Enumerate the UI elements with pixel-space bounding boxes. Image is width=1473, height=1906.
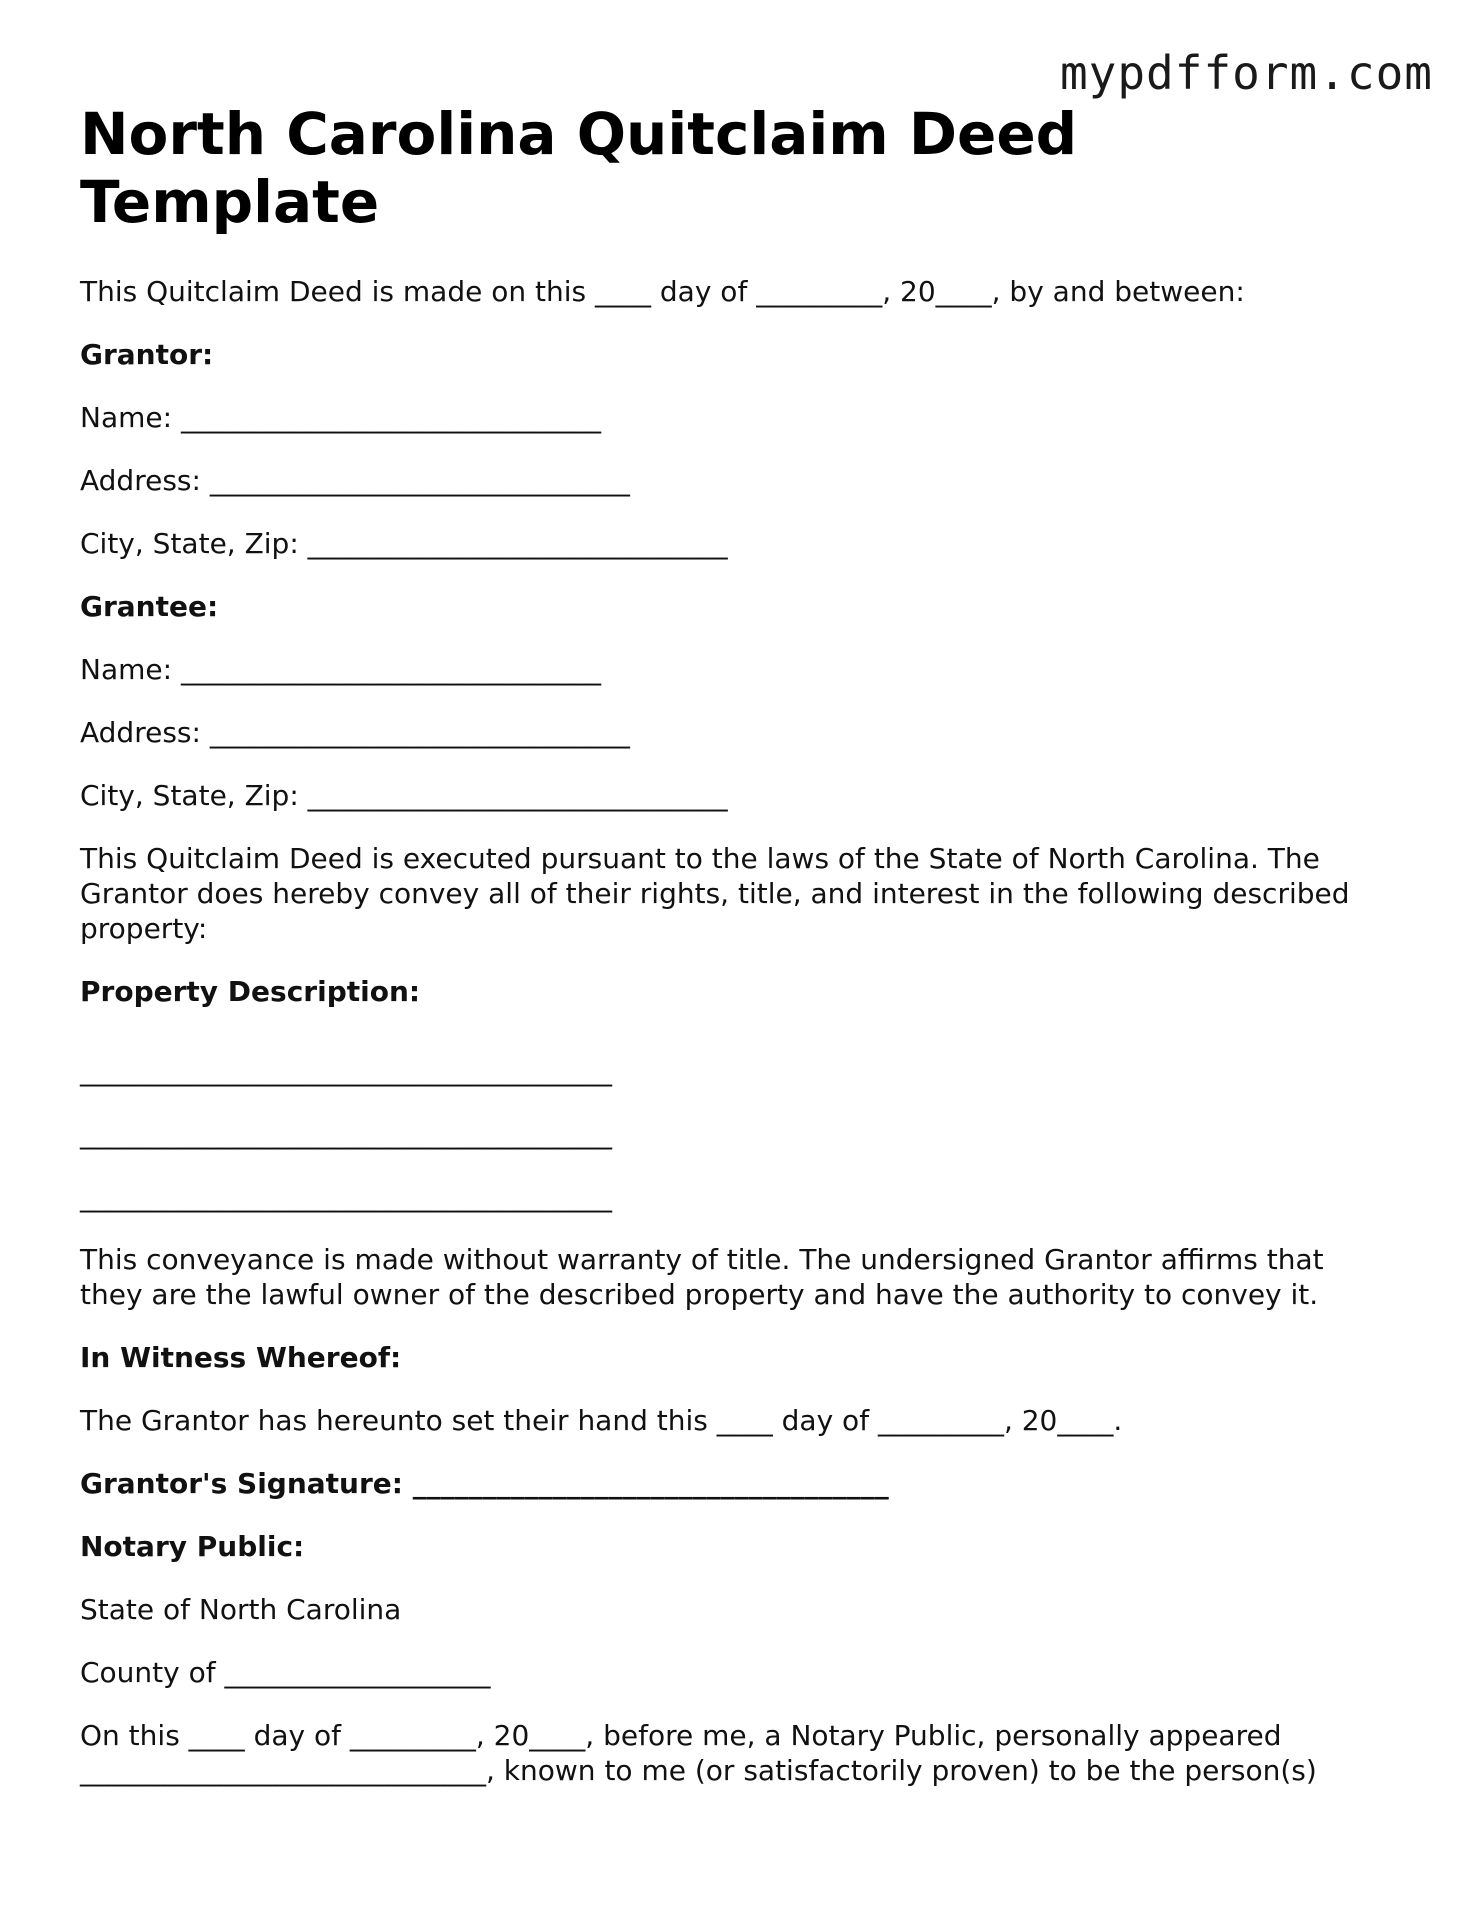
- property-heading: Property Description:: [80, 975, 421, 1008]
- watermark: mypdfform.com: [1059, 46, 1433, 100]
- notary-text[interactable]: On this ____ day of _________, 20____, before me, a Notary Public, personally appeared _____________________________, known to me (or satisfactorily proven) to be the person(s): [80, 1719, 1317, 1787]
- page-title: North Carolina Quitclaim Deed Template: [80, 100, 1078, 236]
- property-line-2[interactable]: ______________________________________: [80, 1117, 612, 1150]
- grantor-address-field[interactable]: Address: ______________________________: [80, 464, 630, 497]
- witness-heading: In Witness Whereof:: [80, 1341, 402, 1374]
- grantor-city-field[interactable]: City, State, Zip: ______________________________: [80, 527, 728, 560]
- grantee-city-field[interactable]: City, State, Zip: ______________________________: [80, 779, 728, 812]
- grantor-name-field[interactable]: Name: ______________________________: [80, 401, 601, 434]
- witness-text[interactable]: The Grantor has hereunto set their hand this ____ day of _________, 20____.: [80, 1404, 1123, 1437]
- grantee-heading: Grantee:: [80, 590, 219, 623]
- document-page: [80, 100, 1390, 1788]
- grantee-name-field[interactable]: Name: ______________________________: [80, 653, 601, 686]
- executed-text: This Quitclaim Deed is executed pursuant to the laws of the State of North Carolina. The Grantor does hereby convey all of their rights, title, and interest in the following described property:: [80, 842, 1359, 945]
- conveyance-text: This conveyance is made without warranty of title. The undersigned Grantor affirms that they are the lawful owner of the described property and have the authority to convey it.: [80, 1243, 1333, 1311]
- grantee-address-field[interactable]: Address: ______________________________: [80, 716, 630, 749]
- grantor-heading: Grantor:: [80, 338, 214, 371]
- property-line-3[interactable]: ______________________________________: [80, 1180, 612, 1213]
- property-line-1[interactable]: ______________________________________: [80, 1054, 612, 1087]
- intro-text: This Quitclaim Deed is made on this ____ day of _________, 20____, by and between:: [80, 275, 1245, 308]
- grantor-signature-field[interactable]: Grantor's Signature: __________________________________: [80, 1467, 889, 1500]
- notary-county-field[interactable]: County of ___________________: [80, 1656, 491, 1689]
- notary-heading: Notary Public:: [80, 1530, 305, 1563]
- notary-state: State of North Carolina: [80, 1593, 402, 1626]
